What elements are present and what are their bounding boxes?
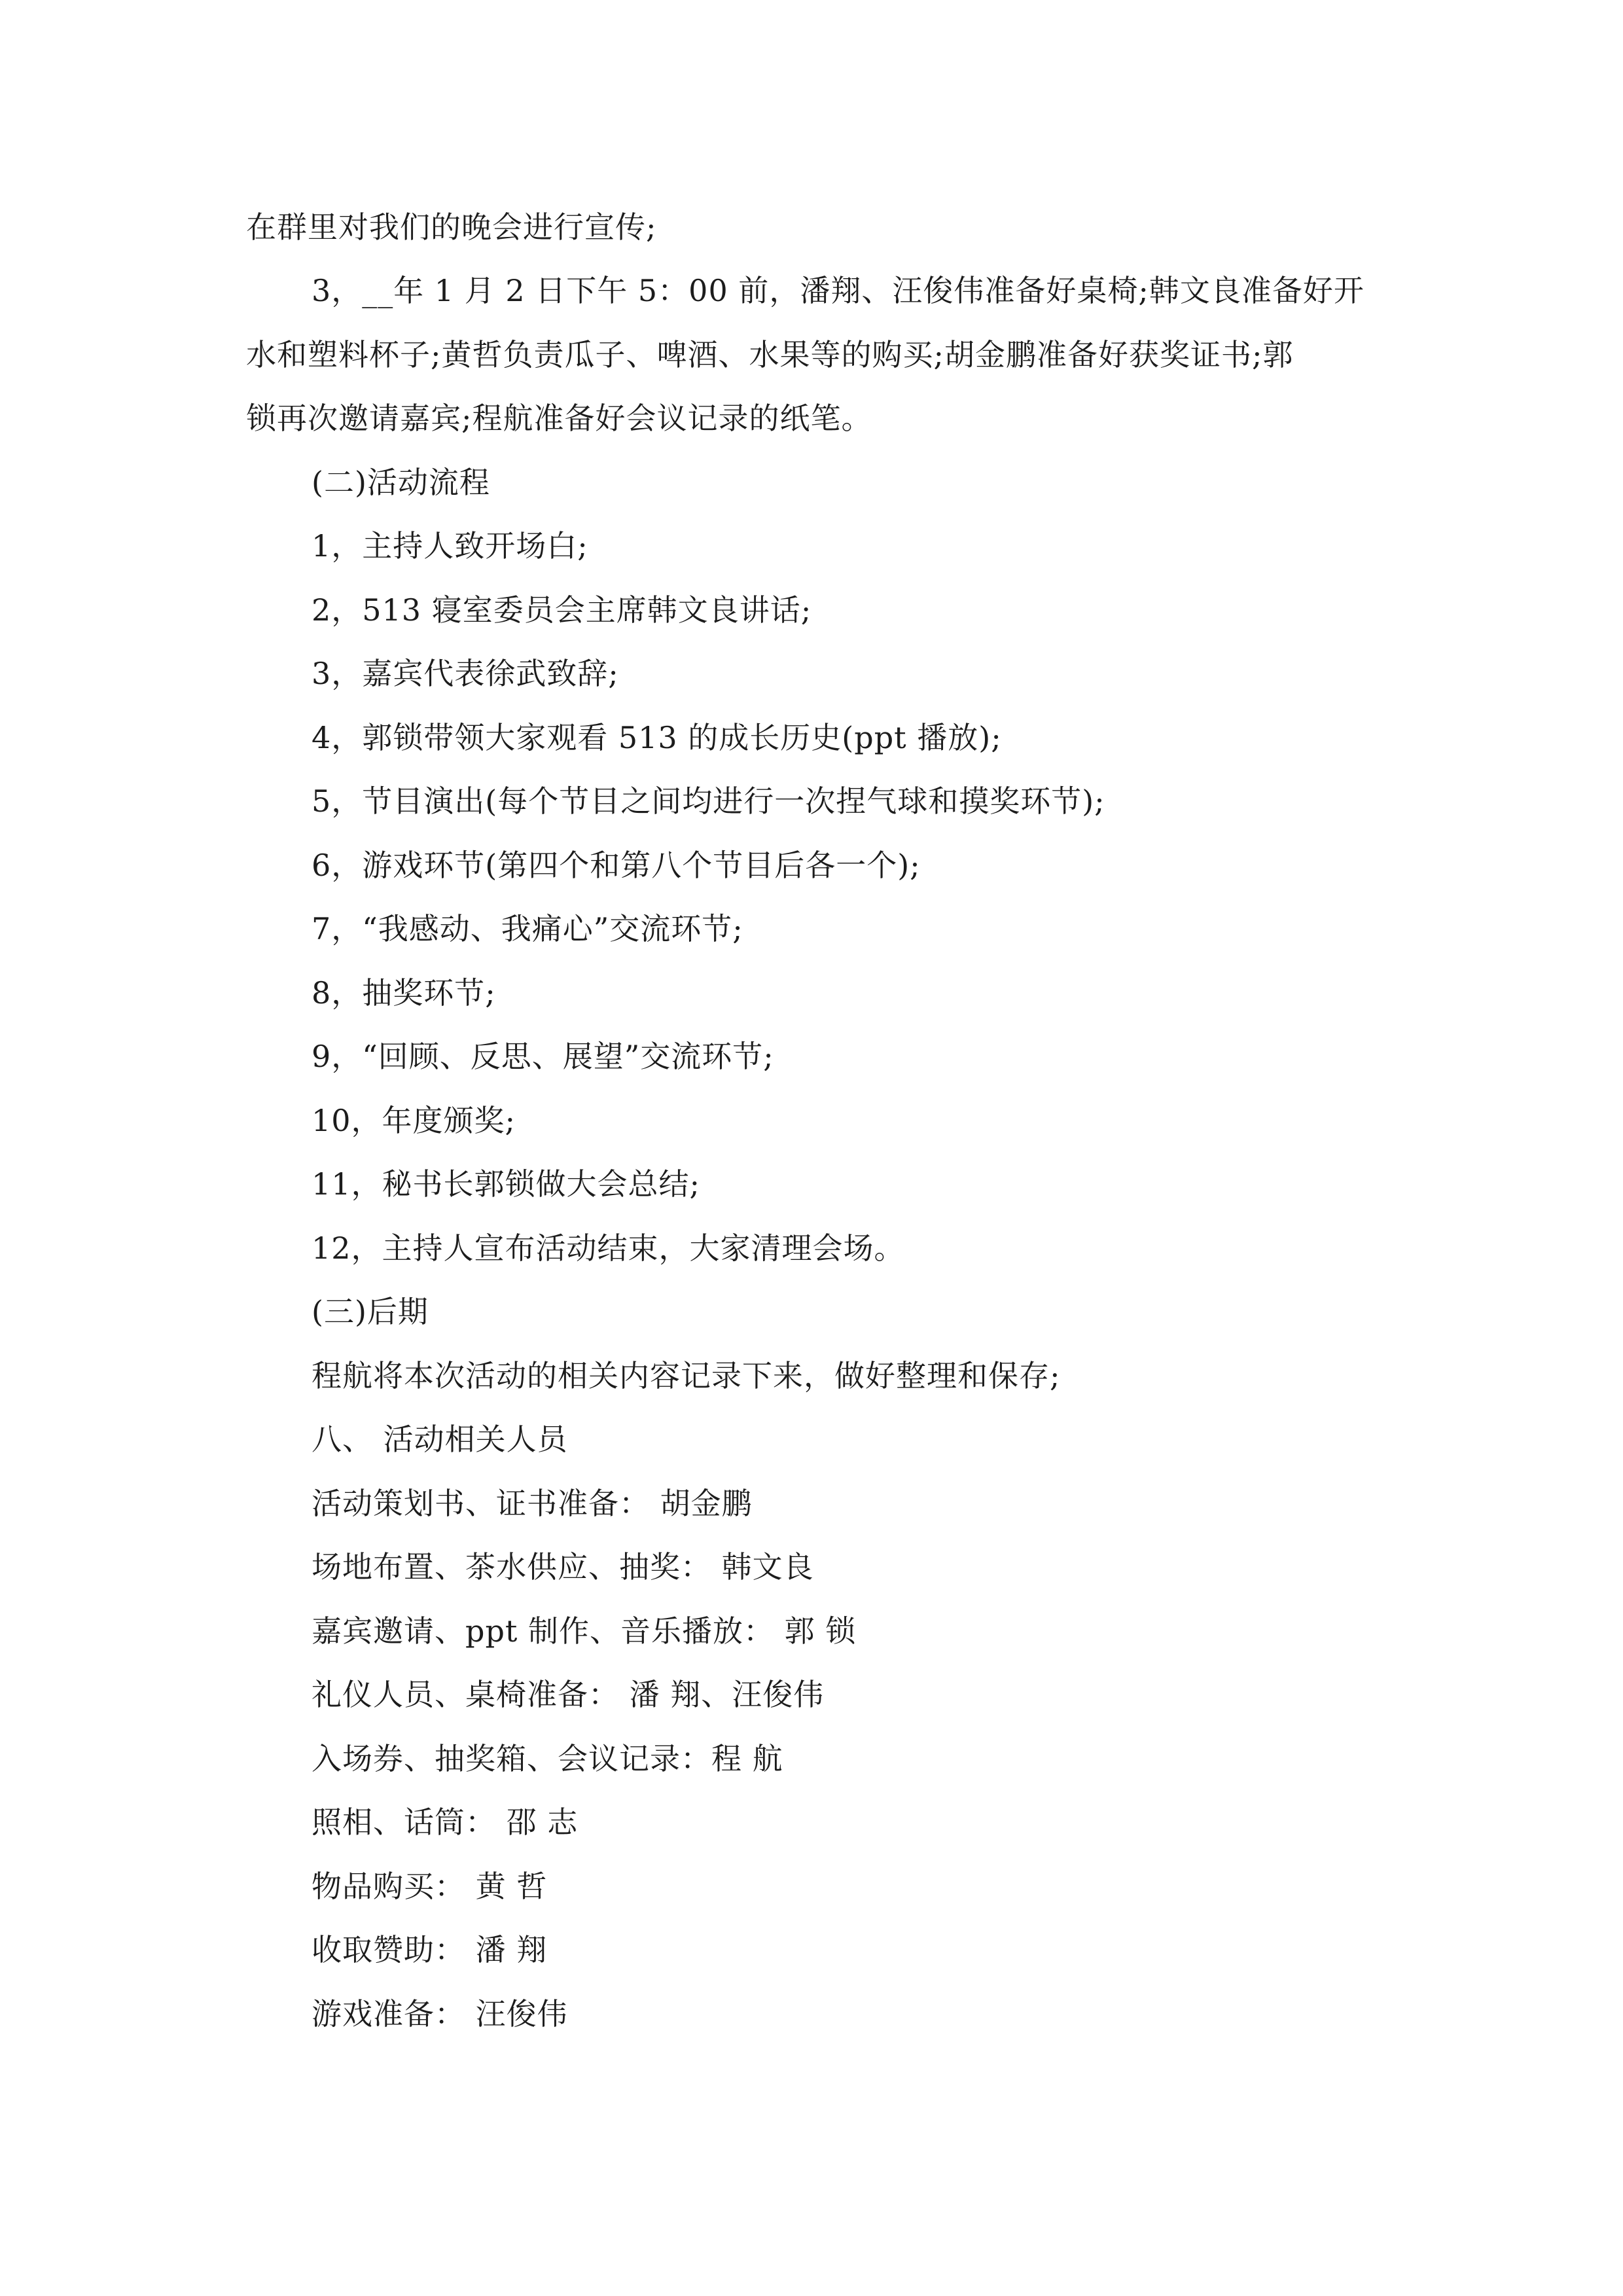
process-step: 10，年度颁奖; [312,1103,516,1138]
process-step: 3，嘉宾代表徐武致辞; [312,656,619,691]
process-step: 1，主持人致开场白; [312,528,588,564]
staff-row: 物品购买： 黄 哲 [312,1869,548,1904]
section-heading-process: (二)活动流程 [312,465,490,500]
item-3-line-2: 水和塑料杯子;黄哲负责瓜子、啤酒、水果等的购买;胡金鹏准备好获奖证书;郭 [246,337,1294,372]
item-3-line-3: 锁再次邀请嘉宾;程航准备好会议记录的纸笔。 [246,401,872,436]
process-step: 9，“回顾、反思、展望”交流环节; [312,1039,774,1074]
process-step: 4，郭锁带领大家观看 513 的成长历史(ppt 播放); [312,720,1002,755]
process-step: 5，节目演出(每个节目之间均进行一次捏气球和摸奖环节); [312,783,1105,819]
process-step: 12，主持人宣布活动结束，大家清理会场。 [312,1230,905,1266]
paragraph-continued: 在群里对我们的晚会进行宣传; [246,209,657,245]
staff-row: 照相、话筒： 邵 志 [312,1804,579,1840]
section-heading-staff: 八、 活动相关人员 [312,1422,568,1457]
staff-row: 嘉宾邀请、ppt 制作、音乐播放： 郭 锁 [312,1613,857,1649]
staff-row: 入场券、抽奖箱、会议记录：程 航 [312,1741,783,1776]
process-step: 11，秘书长郭锁做大会总结; [312,1166,701,1202]
staff-row: 收取赞助： 潘 翔 [312,1932,548,1967]
staff-row: 礼仪人员、桌椅准备： 潘 翔、汪俊伟 [312,1677,825,1712]
process-step: 8，抽奖环节; [312,975,496,1011]
staff-row: 游戏准备： 汪俊伟 [312,1996,568,2032]
item-3-line-1: 3，__年 1 月 2 日下午 5：00 前，潘翔、汪俊伟准备好桌椅;韩文良准备好开 [312,273,1364,308]
later-text: 程航将本次活动的相关内容记录下来，做好整理和保存; [312,1358,1061,1393]
staff-row: 活动策划书、证书准备： 胡金鹏 [312,1486,753,1521]
process-step: 6，游戏环节(第四个和第八个节目后各一个); [312,848,921,883]
process-step: 7，“我感动、我痛心”交流环节; [312,911,743,946]
section-heading-later: (三)后期 [312,1294,429,1329]
process-step: 2，513 寝室委员会主席韩文良讲话; [312,592,812,628]
staff-row: 场地布置、茶水供应、抽奖： 韩文良 [312,1549,814,1585]
